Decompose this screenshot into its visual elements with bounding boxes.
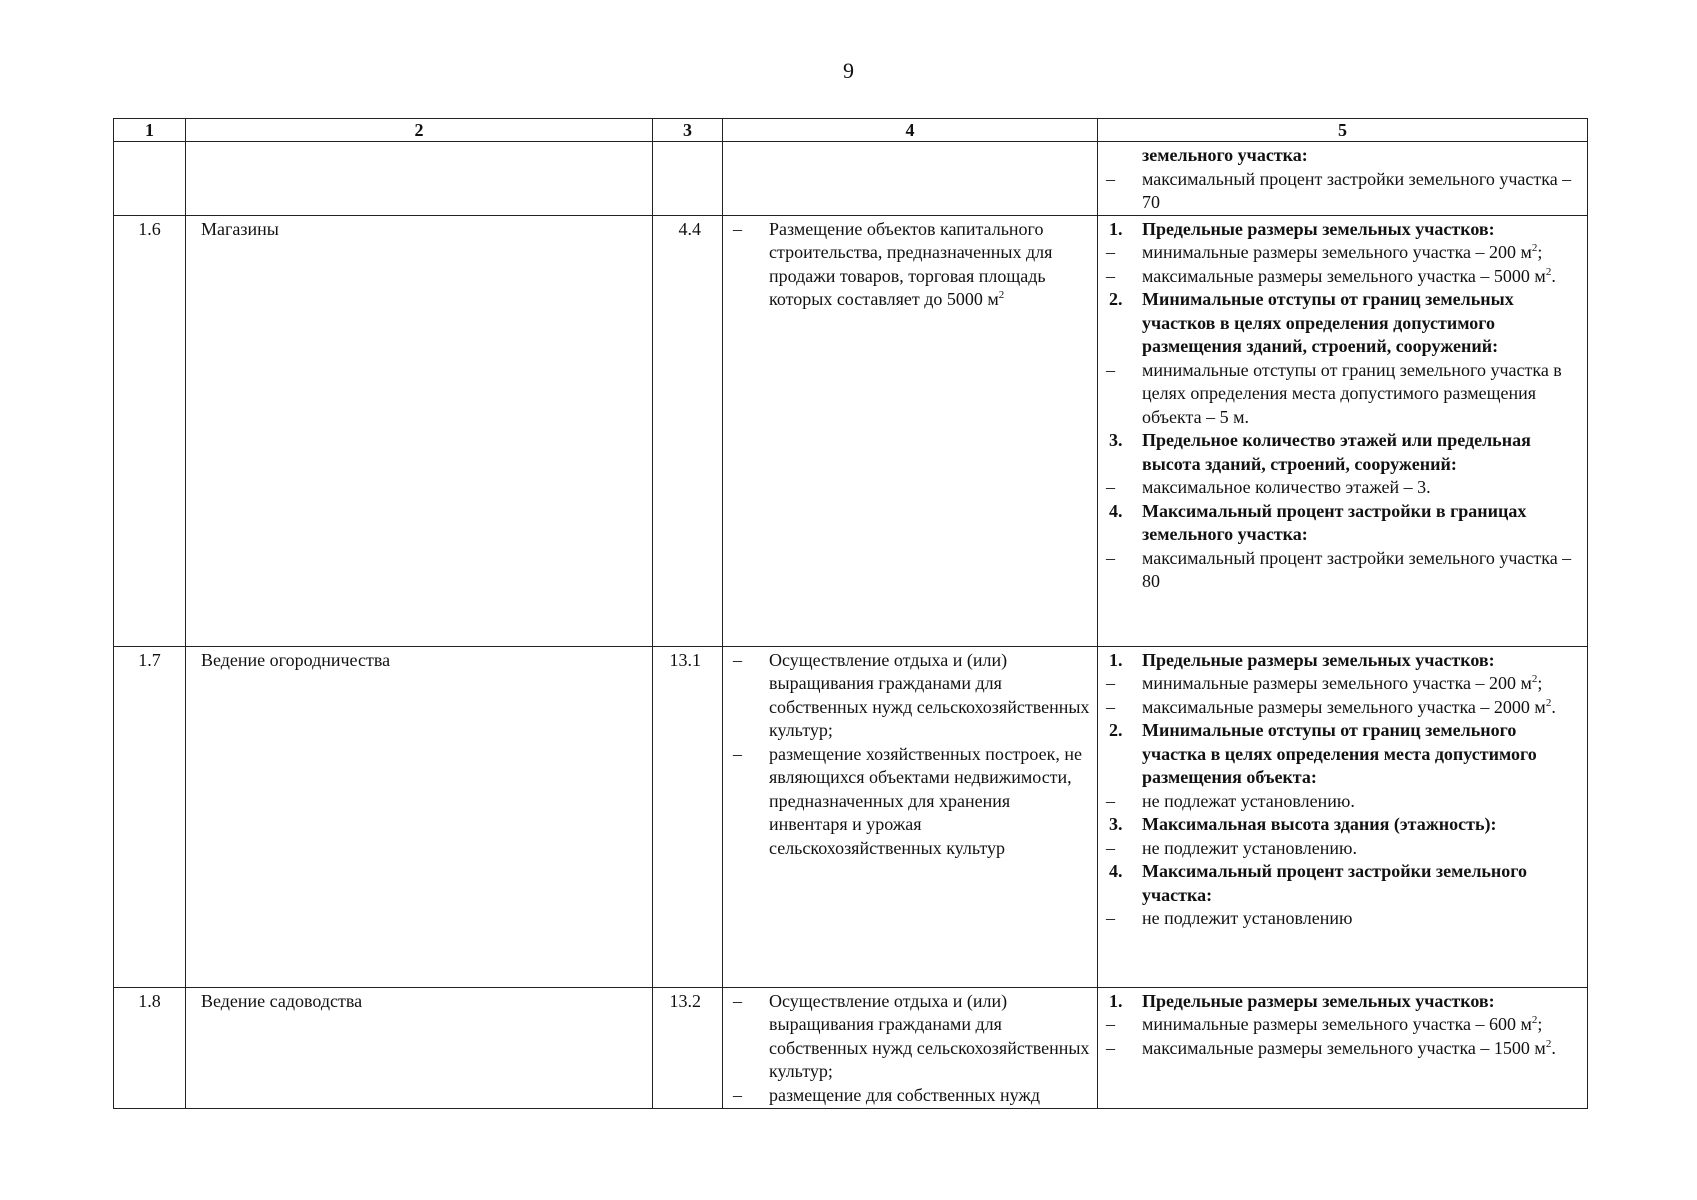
param-item-text: минимальные отступы от границ земельного участка в целях определения места допустимого размещения объекта – 5 м. xyxy=(1142,359,1562,427)
param-item-text: максимальные размеры земельного участка – 1500 м xyxy=(1142,1037,1546,1058)
dash-bullet: – xyxy=(1106,242,1115,262)
column-header-1: 1 xyxy=(114,119,186,142)
param-item xyxy=(1106,672,1581,696)
dash-bullet: – xyxy=(1106,359,1115,380)
dash-bullet: – xyxy=(1106,837,1115,858)
description-text: Размещение объектов капитального строительства, предназначенных для продажи товаров, торговая площадь которых составляет до 5000 м xyxy=(769,218,1053,309)
param-item xyxy=(1106,790,1581,814)
row-number: 1.6 xyxy=(114,215,186,646)
description-cell xyxy=(723,987,1098,1108)
param-item-tail: ; xyxy=(1537,1014,1543,1034)
param-heading-text: Максимальный процент застройки в границах земельного участка: xyxy=(1142,500,1527,544)
param-item xyxy=(1106,241,1581,265)
dash-bullet: – xyxy=(1106,696,1115,717)
param-item xyxy=(1106,168,1581,215)
param-item xyxy=(1106,696,1581,720)
dash-bullet: – xyxy=(1106,477,1115,497)
superscript: 2 xyxy=(1531,242,1538,254)
cell-empty xyxy=(723,142,1098,216)
use-type-name: Магазины xyxy=(186,215,653,646)
param-heading xyxy=(1106,500,1581,547)
page-number: 9 xyxy=(843,58,854,83)
description-item xyxy=(733,1084,1093,1108)
param-item xyxy=(1106,476,1581,500)
column-header-5: 5 xyxy=(1098,119,1588,142)
param-number: 3. xyxy=(1109,430,1123,450)
param-number: 4. xyxy=(1109,500,1123,521)
param-heading xyxy=(1106,429,1581,476)
param-heading xyxy=(1106,288,1581,359)
param-item-text: максимальное количество этажей – 3. xyxy=(1142,477,1431,497)
description-text: Осуществление отдыха и (или) выращивания гражданами для собственных нужд сельскохозяйственных культур; xyxy=(769,649,1090,740)
param-item-text: минимальные размеры земельного участка – 200 м xyxy=(1142,673,1532,693)
param-item-text: минимальные размеры земельного участка – 200 м xyxy=(1142,242,1532,262)
param-heading xyxy=(1106,813,1581,837)
description-item xyxy=(733,218,1093,312)
param-item-text: максимальные размеры земельного участка – 5000 м xyxy=(1142,265,1546,286)
dash-bullet: – xyxy=(1106,908,1115,928)
dash-bullet: – xyxy=(1106,673,1115,693)
cell-empty xyxy=(653,142,723,216)
description-cell xyxy=(723,215,1098,646)
param-number: 2. xyxy=(1109,720,1123,740)
column-number-header-row xyxy=(114,119,1588,142)
param-number: 4. xyxy=(1109,861,1123,881)
param-number: 3. xyxy=(1109,814,1123,834)
param-heading-text: Предельное количество этажей или предельная высота зданий, строений, сооружений: xyxy=(1142,430,1531,474)
description-item xyxy=(733,649,1093,743)
param-item-text: минимальные размеры земельного участка – 600 м xyxy=(1142,1014,1532,1034)
param-item xyxy=(1106,837,1581,861)
description-item xyxy=(733,990,1093,1084)
superscript: 2 xyxy=(1545,696,1552,709)
superscript: 2 xyxy=(1531,1014,1538,1026)
param-heading xyxy=(1106,860,1581,907)
param-number: 1. xyxy=(1109,649,1123,670)
dash-bullet: – xyxy=(1106,547,1115,568)
superscript: 2 xyxy=(1531,673,1538,685)
param-item xyxy=(1106,1037,1581,1061)
superscript: 2 xyxy=(998,289,1005,301)
cell-empty xyxy=(186,142,653,216)
param-heading xyxy=(1106,649,1581,673)
param-heading-continuation: земельного участка: xyxy=(1142,145,1308,165)
use-type-code: 13.2 xyxy=(653,987,723,1108)
param-item-tail: . xyxy=(1551,696,1556,717)
dash-bullet: – xyxy=(733,218,742,239)
param-item-text: не подлежит установлению xyxy=(1142,908,1353,928)
superscript: 2 xyxy=(1545,1037,1552,1050)
param-number: 2. xyxy=(1109,289,1123,309)
param-item-text: максимальный процент застройки земельного участка – 80 xyxy=(1142,547,1572,591)
param-item-text: максимальные размеры земельного участка – 2000 м xyxy=(1142,696,1546,717)
table-row xyxy=(114,215,1588,646)
column-header-2: 2 xyxy=(186,119,653,142)
table-row xyxy=(114,987,1588,1108)
param-item xyxy=(1106,265,1581,289)
param-heading xyxy=(1106,218,1581,242)
column-header-4: 4 xyxy=(723,119,1098,142)
param-heading-text: Максимальная высота здания (этажность): xyxy=(1142,814,1497,834)
param-item-text: не подлежит установлению. xyxy=(1142,837,1357,858)
dash-bullet: – xyxy=(1106,265,1115,286)
use-type-code: 13.1 xyxy=(653,646,723,987)
dash-bullet: – xyxy=(1106,1014,1115,1034)
superscript: 2 xyxy=(1545,265,1552,278)
use-type-code: 4.4 xyxy=(653,215,723,646)
description-text: размещение для собственных нужд xyxy=(769,1084,1040,1105)
param-item-tail: . xyxy=(1551,1037,1556,1058)
dash-bullet: – xyxy=(733,743,742,764)
param-heading xyxy=(1106,719,1581,790)
param-item-tail: ; xyxy=(1537,242,1543,262)
param-heading-text: Предельные размеры земельных участков: xyxy=(1142,990,1495,1011)
dash-bullet: – xyxy=(1106,1037,1115,1058)
description-item xyxy=(733,743,1093,861)
param-heading-text: Максимальный процент застройки земельного участка: xyxy=(1142,861,1528,905)
row-number: 1.8 xyxy=(114,987,186,1108)
zoning-regulations-table xyxy=(113,118,1588,1109)
param-item xyxy=(1106,547,1581,594)
params-cell xyxy=(1098,142,1588,216)
dash-bullet: – xyxy=(1106,790,1115,811)
table-row-continuation xyxy=(114,142,1588,216)
dash-bullet: – xyxy=(733,990,742,1011)
params-cell xyxy=(1098,215,1588,646)
description-text: размещение хозяйственных построек, не являющихся объектами недвижимости, предназначенных для хранения инвентаря и урожая сельскохозяйственных культур xyxy=(769,743,1082,858)
param-heading-text: Предельные размеры земельных участков: xyxy=(1142,649,1495,670)
description-cell xyxy=(723,646,1098,987)
param-item xyxy=(1106,1013,1581,1037)
param-heading-text: Предельные размеры земельных участков: xyxy=(1142,218,1495,239)
dash-bullet: – xyxy=(733,649,742,670)
use-type-name: Ведение садоводства xyxy=(186,987,653,1108)
table-row xyxy=(114,646,1588,987)
param-item xyxy=(1106,359,1581,430)
param-item-text: не подлежат установлению. xyxy=(1142,790,1355,811)
column-header-3: 3 xyxy=(653,119,723,142)
dash-bullet: – xyxy=(1106,168,1115,189)
cell-empty xyxy=(114,142,186,216)
param-item xyxy=(1106,907,1581,931)
param-heading-text: Минимальные отступы от границ земельных участков в целях определения допустимого размещения зданий, строений, сооружений: xyxy=(1142,289,1514,356)
param-item-tail: ; xyxy=(1537,673,1543,693)
param-number: 1. xyxy=(1109,218,1123,239)
use-type-name: Ведение огородничества xyxy=(186,646,653,987)
param-number: 1. xyxy=(1109,990,1123,1011)
param-item-tail: . xyxy=(1551,265,1556,286)
param-item-text: максимальный процент застройки земельного участка – 70 xyxy=(1142,168,1572,212)
row-number: 1.7 xyxy=(114,646,186,987)
params-cell xyxy=(1098,646,1588,987)
param-heading-text: Минимальные отступы от границ земельного участка в целях определения места допустимого размещения объекта: xyxy=(1142,720,1537,787)
dash-bullet: – xyxy=(733,1084,742,1105)
description-text: Осуществление отдыха и (или) выращивания гражданами для собственных нужд сельскохозяйственных культур; xyxy=(769,990,1090,1081)
params-cell xyxy=(1098,987,1588,1108)
param-heading xyxy=(1106,990,1581,1014)
